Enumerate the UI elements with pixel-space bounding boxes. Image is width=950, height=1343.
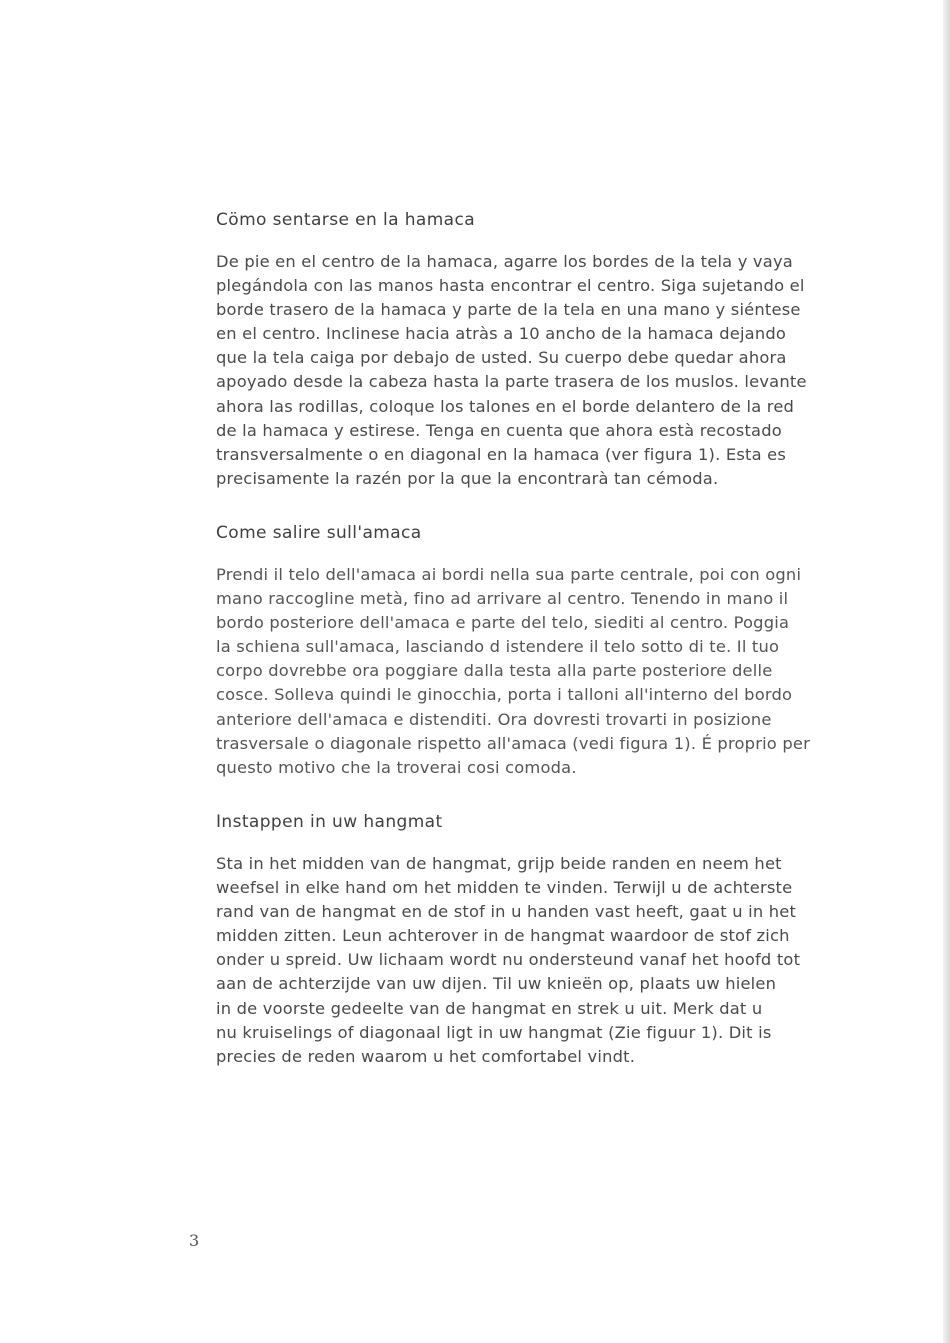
body-line: questo motivo che la troverai cosi comoda.: [216, 757, 577, 777]
body-line: la schiena sull'amaca, lasciando d istendere il telo sotto di te. Il tuo: [216, 637, 780, 657]
body-line: rand van de hangmat en de stof in u handen vast heeft, gaat u in het: [216, 902, 797, 922]
body-line: borde trasero de la hamaca y parte de la tela en una mano y siéntese: [216, 300, 801, 320]
body-line: que la tela caiga por debajo de usted. Su cuerpo debe quedar ahora: [216, 348, 787, 368]
body-line: midden zitten. Leun achterover in de hangmat waardoor de stof zich: [216, 926, 790, 946]
section-heading-italian: Come salire sull'amaca: [216, 523, 422, 543]
body-line: en el centro. Inclinese hacia atràs a 10 ancho de la hamaca dejando: [216, 324, 787, 344]
page-number: 3: [189, 1231, 200, 1250]
section-heading-spanish: Cömo sentarse en la hamaca: [216, 210, 476, 230]
section-body-spanish: [216, 250, 866, 491]
body-line: trasversale o diagonale rispetto all'amaca (vedi figura 1). É proprio per: [216, 733, 810, 753]
body-line: De pie en el centro de la hamaca, agarre los bordes de la tela y vaya: [216, 252, 793, 271]
body-line: nu kruiselings of diagonaal ligt in uw hangmat (Zie figuur 1). Dit is: [216, 1022, 772, 1042]
body-line: transversalmente o en diagonal en la hamaca (ver figura 1). Esta es: [216, 444, 787, 464]
body-line: precisamente la razén por la que la encontrarà tan cémoda.: [216, 468, 719, 488]
body-line: ahora las rodillas, coloque los talones en el borde delantero de la red: [216, 396, 795, 416]
body-line: bordo posteriore dell'amaca e parte del telo, siediti al centro. Poggia: [216, 613, 790, 633]
body-line: Prendi il telo dell'amaca ai bordi nella sua parte centrale, poi con ogni: [216, 565, 802, 584]
scan-edge-shadow: [943, 0, 950, 1343]
section-body-italian: [216, 563, 866, 780]
body-line: onder u spreid. Uw lichaam wordt nu ondersteund vanaf het hoofd tot: [216, 950, 801, 970]
section-heading-dutch: Instappen in uw hangmat: [216, 812, 443, 832]
body-line: corpo dovrebbe ora poggiare dalla testa alla parte posteriore delle: [216, 661, 773, 681]
body-line: aan de achterzijde van uw dijen. Til uw knieën op, plaats uw hielen: [216, 974, 777, 994]
body-line: precies de reden waarom u het comfortabel vindt.: [216, 1046, 636, 1066]
body-line: mano raccogline metà, fino ad arrivare al centro. Tenendo in mano il: [216, 589, 789, 609]
body-line: apoyado desde la cabeza hasta la parte trasera de los muslos. levante: [216, 372, 807, 392]
body-line: Sta in het midden van de hangmat, grijp beide randen en neem het: [216, 854, 782, 873]
body-line: plegándola con las manos hasta encontrar el centro. Siga sujetando el: [216, 276, 805, 296]
body-line: weefsel in elke hand om het midden te vinden. Terwijl u de achterste: [216, 878, 793, 898]
section-body-dutch: [216, 852, 866, 1069]
section-italian: [216, 523, 866, 780]
body-line: cosce. Solleva quindi le ginocchia, porta i talloni all'interno del bordo: [216, 685, 793, 705]
section-spanish: [216, 210, 866, 491]
body-line: anteriore dell'amaca e distenditi. Ora dovresti trovarti in posizione: [216, 709, 772, 729]
body-line: de la hamaca y estirese. Tenga en cuenta que ahora està recostado: [216, 420, 782, 440]
body-line: in de voorste gedeelte van de hangmat en strek u uit. Merk dat u: [216, 998, 763, 1018]
section-dutch: [216, 812, 866, 1069]
